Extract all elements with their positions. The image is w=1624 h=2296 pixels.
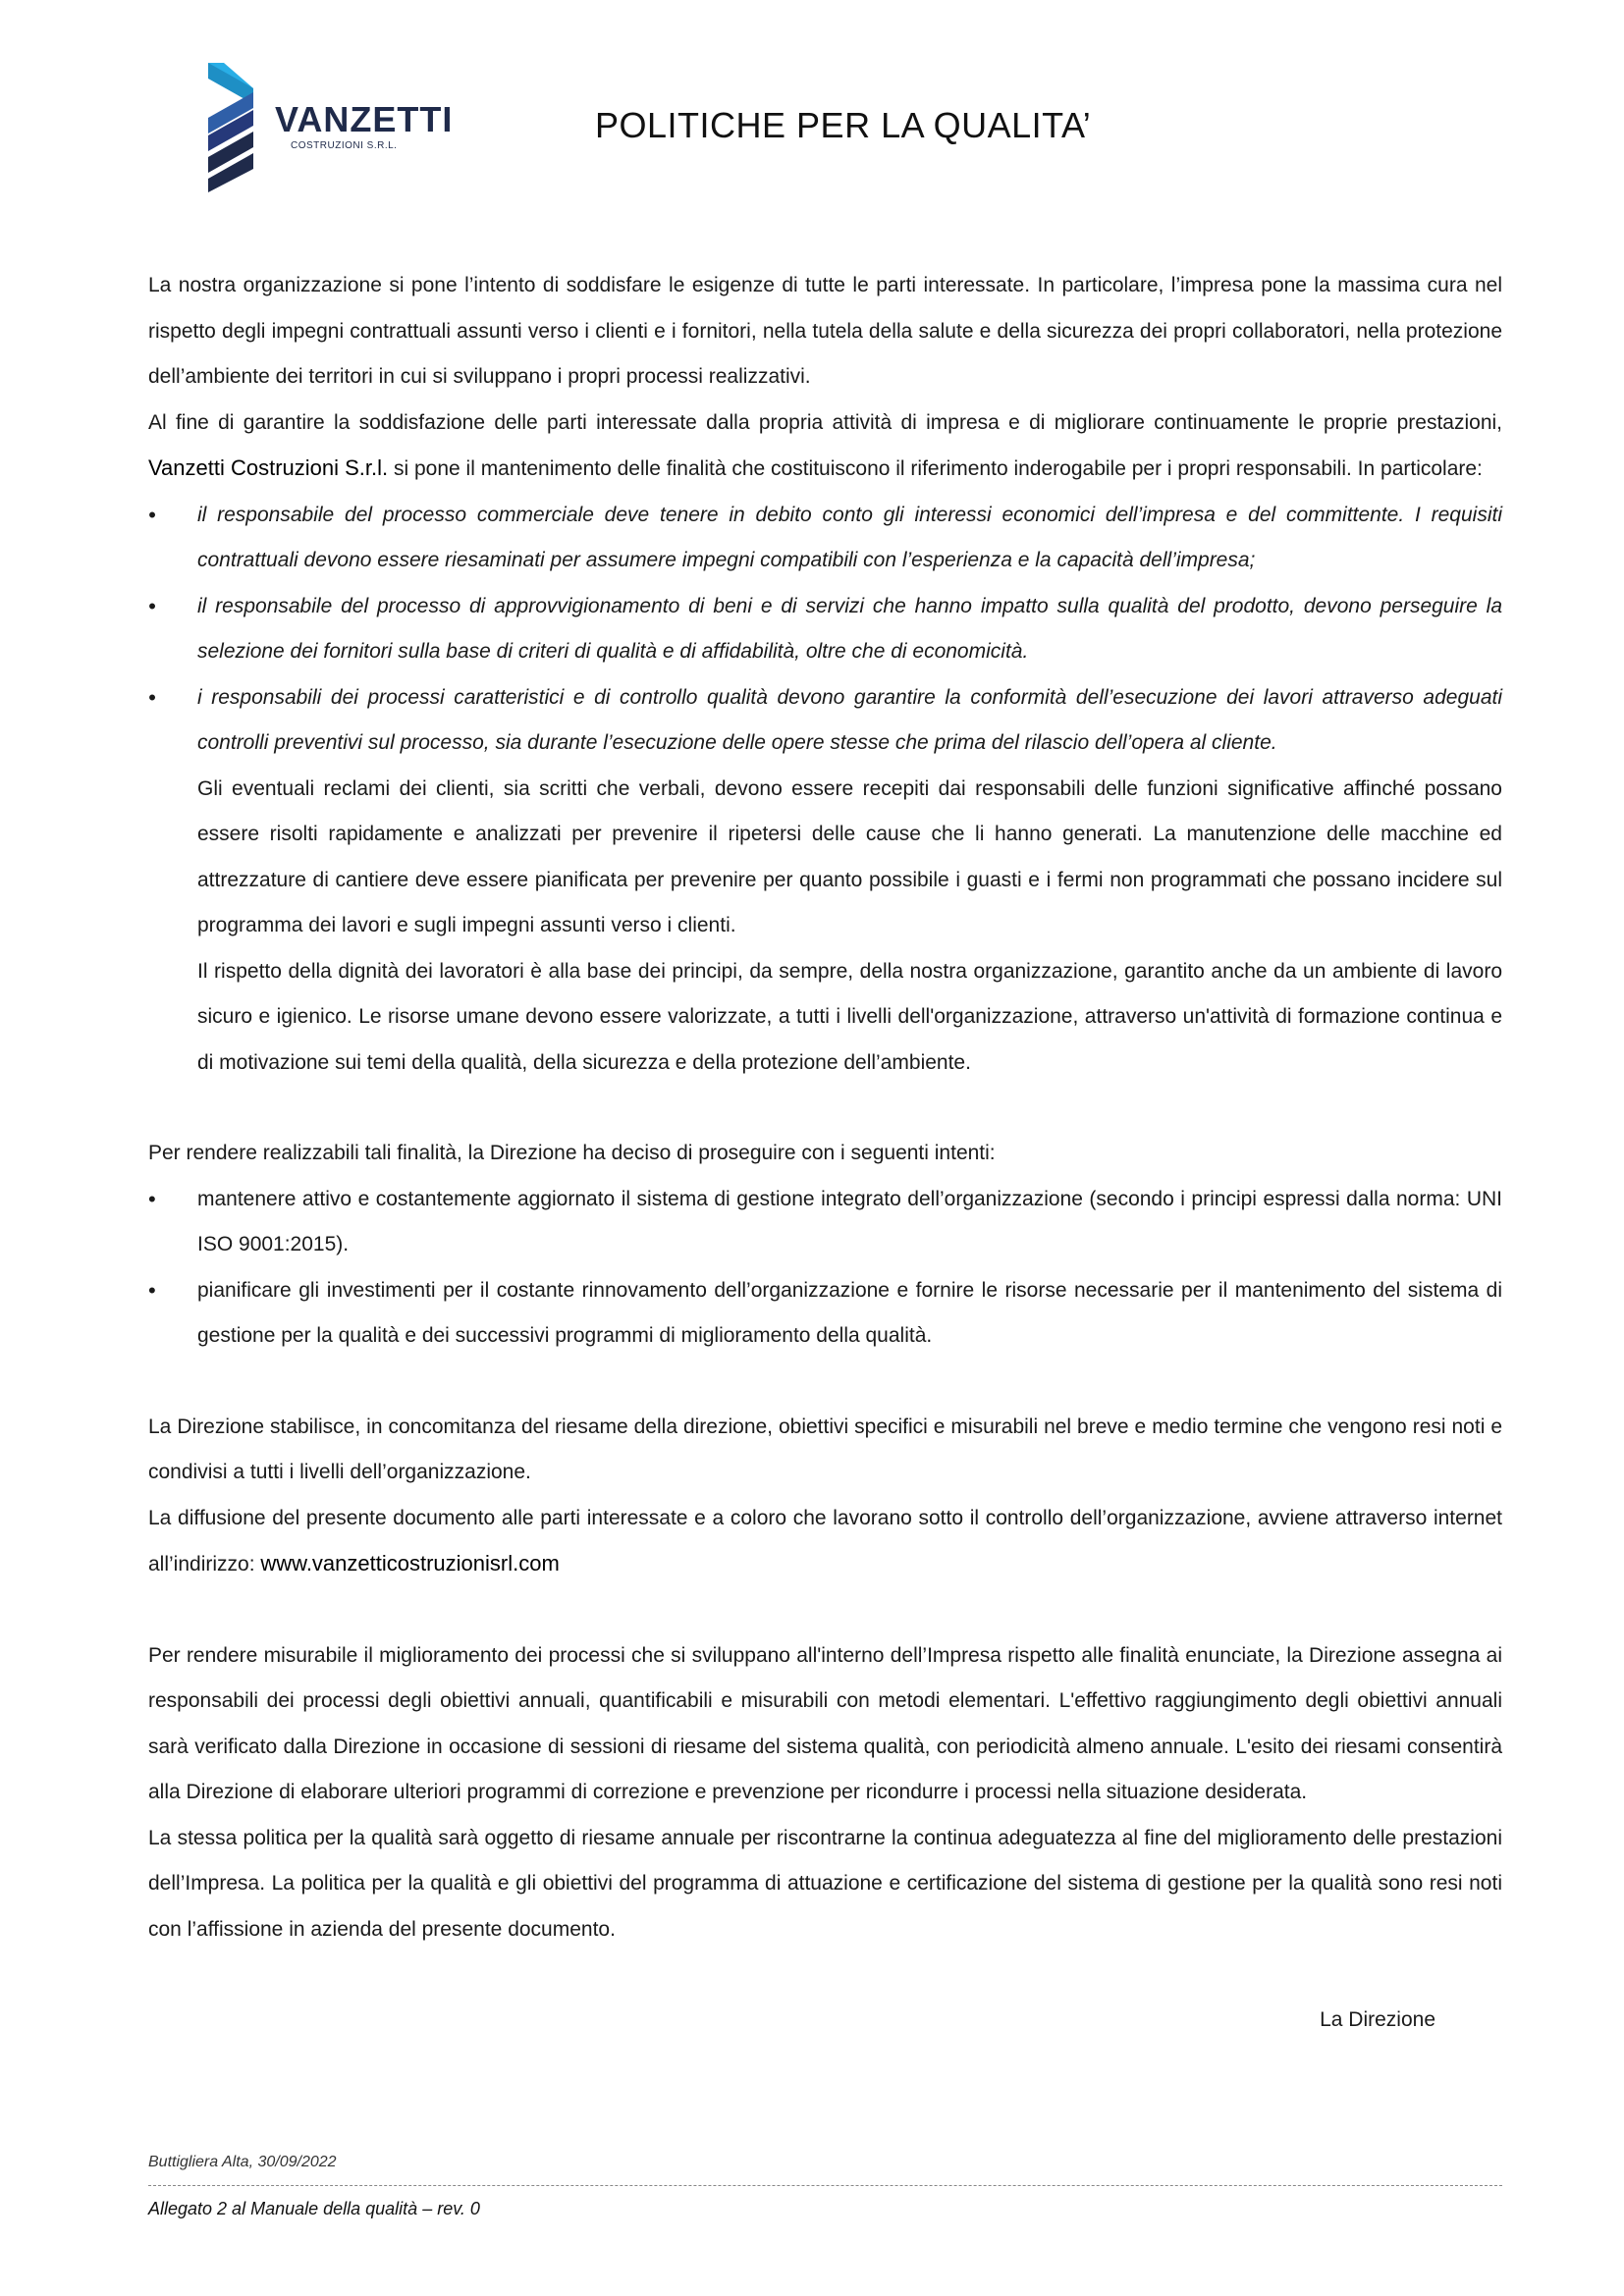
intro-paragraph: La nostra organizzazione si pone l’intento di soddisfare le esigenze di tutte le parti interessate. In particolare, l’impresa pone la massima cura nel rispetto degli impegni contrattuali assunti verso i clienti e i fornitori, nella tutela della salute e della sicurezza dei propri collaboratori, nella protezione dell’ambiente dei territori in cui si sviluppano i propri processi realizzativi. [148,274,1502,388]
complaints-paragraph: Gli eventuali reclami dei clienti, sia scritti che verbali, devono essere recepiti dai responsabili delle funzioni significative affinché possano essere risolti rapidamente e analizzati per prevenire il ripetersi delle cause che li hanno generati. La manutenzione delle macchine ed attrezzature di cantiere deve essere pianificata per prevenire per quanto possibile i guasti e i fermi non programmati che possano incidere sul programma dei lavori e sugli impegni assunti verso i clienti. [197,776,1502,936]
list-item: • i responsabili dei processi caratteristici e di controllo qualità devono garantire la conformità dell’esecuzione dei lavori attraverso adeguati controlli preventivi sul processo, sia durante l’esecuzione delle opere stesse che prima del rilascio dell’opera al cliente. [148,675,1502,767]
logo-name: VANZETTI [275,99,454,139]
spacer [148,1588,1502,1633]
goal-text-after: si pone il mantenimento delle finalità che costituiscono il riferimento inderogabile per i propri responsabili. In particolare: [388,457,1483,480]
diffusion-text: La diffusione del presente documento alle parti interessate e a coloro che lavorano sotto il controllo dell’organizzazione, avviene attraverso internet all’indirizzo: [148,1506,1502,1575]
logo-mark-icon [202,63,271,192]
objectives-paragraph: La Direzione stabilisce, in concomitanza del riesame della direzione, obiettivi specifici e misurabili nel breve e medio termine che vengono resi noti e condivisi a tutti i livelli dell’organizzazione. [148,1415,1502,1483]
intents-list [148,1177,1502,1360]
logo-subtitle: COSTRUZIONI S.R.L. [291,140,398,151]
spacer [148,1086,1502,1131]
goal-paragraph [148,400,1502,493]
intents-intro: Per rendere realizzabili tali finalità, la Direzione ha deciso di proseguire con i seguenti intenti: [148,1142,996,1164]
review-paragraph: La stessa politica per la qualità sarà oggetto di riesame annuale per riscontrarne la continua adeguatezza al fine del miglioramento delle prestazioni dell’Impresa. La politica per la qualità e gli obiettivi del programma di attuazione e certificazione del sistema di gestione per la qualità sono resi noti con l’affissione in azienda del presente documento. [148,1826,1502,1941]
list-item: • mantenere attivo e costantemente aggiornato il sistema di gestione integrato dell’organizzazione (secondo i principi espressi dalla norma: UNI ISO 9001:2015). [148,1177,1502,1268]
spacer [148,1360,1502,1405]
signature: La Direzione [1320,2008,1435,2031]
website-link[interactable]: www.vanzetticostruzionisrl.com [260,1551,560,1575]
responsibilities-list [148,493,1502,767]
document-body [148,263,1502,2044]
footer-divider [148,2185,1502,2186]
company-logo [202,63,467,192]
footer-reference: Allegato 2 al Manuale della qualità – rev. 0 [148,2199,480,2218]
diffusion-paragraph [148,1496,1502,1588]
company-name: Vanzetti Costruzioni S.r.l. [148,455,389,480]
goal-text-before: Al fine di garantire la soddisfazione delle parti interessate dalla propria attività di impresa e di migliorare continuamente le proprie prestazioni, [148,410,1502,434]
footer-place-date: Buttigliera Alta, 30/09/2022 [148,2154,337,2170]
measurable-paragraph: Per rendere misurabile il miglioramento dei processi che si sviluppano all'interno dell’Impresa rispetto alle finalità enunciate, la Direzione assegna ai responsabili dei processi degli obiettivi annuali, quantificabili e misurabili con metodi elementari. L'effettivo raggiungimento degli obiettivi annuali sarà verificato dalla Direzione in occasione di sessioni di riesame del sistema qualità, con periodicità almeno annuale. L'esito dei riesami consentirà alla Direzione di elaborare ulteriori programmi di correzione e prevenzione per ricondurre i processi nella situazione desiderata. [148,1643,1502,1803]
list-item: • pianificare gli investimenti per il costante rinnovamento dell’organizzazione e fornire le risorse necessarie per il mantenimento del sistema di gestione per la qualità e dei successivi programmi di miglioramento della qualità. [148,1268,1502,1360]
list-item: • il responsabile del processo di approvvigionamento di beni e di servizi che hanno impatto sulla qualità del prodotto, devono perseguire la selezione dei fornitori sulla base di criteri di qualità e di affidabilità, oltre che di economicità. [148,584,1502,675]
list-item: • il responsabile del processo commerciale deve tenere in debito conto gli interessi economici dell’impresa e del committente. I requisiti contrattuali devono essere riesaminati per assumere impegni compatibili con l’esperienza e la capacità dell’impresa; [148,493,1502,584]
document-title: POLITICHE PER LA QUALITA’ [595,105,1092,145]
dignity-paragraph: Il rispetto della dignità dei lavoratori è alla base dei principi, da sempre, della nostra organizzazione, garantito anche da un ambiente di lavoro sicuro e igienico. Le risorse umane devono essere valorizzate, a tutti i livelli dell'organizzazione, attraverso un'attività di formazione continua e di motivazione sui temi della qualità, della sicurezza e della protezione dell’ambiente. [197,959,1502,1074]
